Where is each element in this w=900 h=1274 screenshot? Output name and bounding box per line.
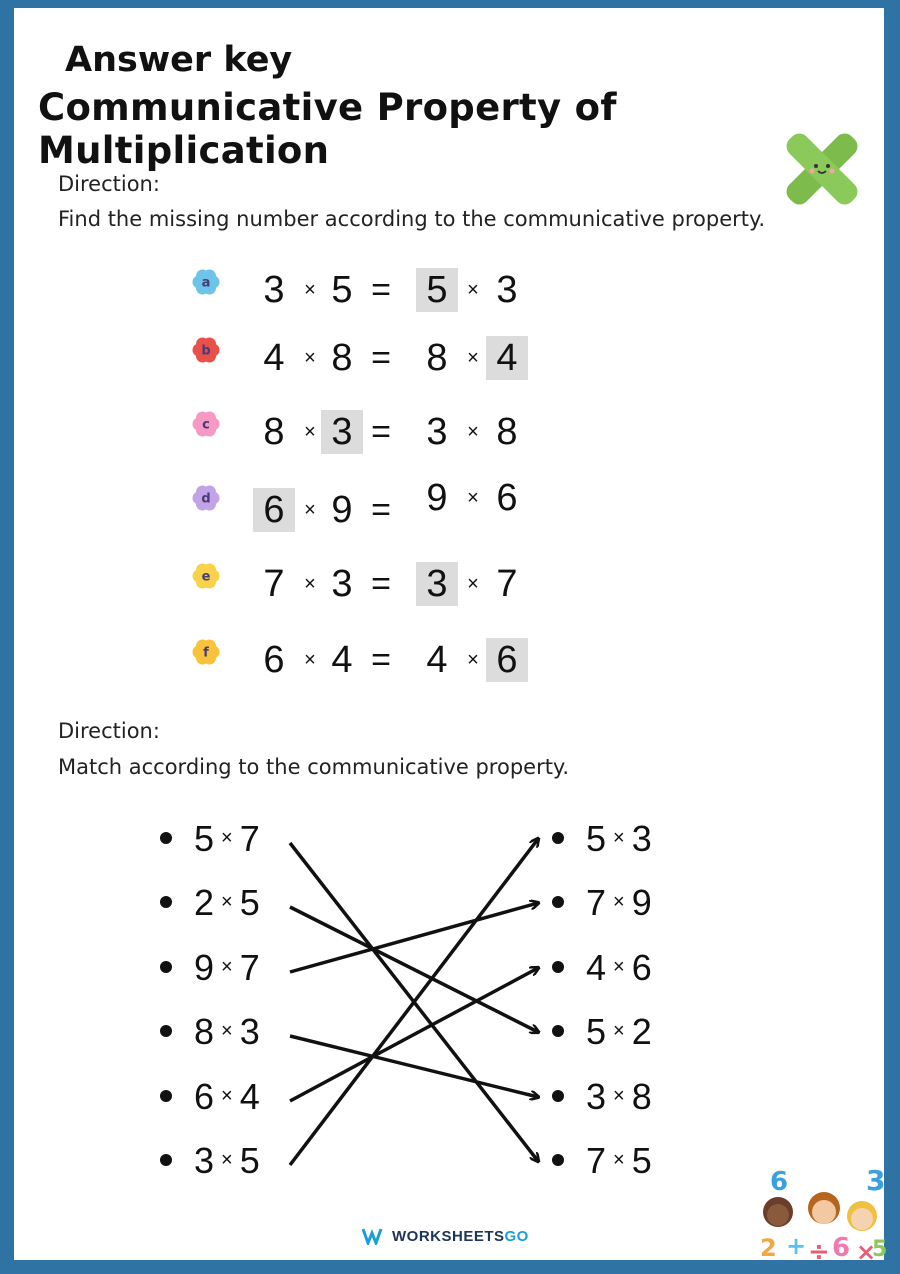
factor: 9 [631,882,652,923]
times-sign: × [467,487,479,509]
equation-number: 3 [331,563,353,605]
equals-sign: = [371,413,391,451]
equation-number: 6 [263,639,285,681]
match-arrow [290,907,538,1032]
factor: 5 [631,1140,652,1181]
badge-letter: e [201,569,211,585]
svg-text:÷: ÷ [808,1237,830,1267]
brand-logo-icon [362,1227,386,1245]
factor: 4 [239,1076,260,1117]
factor: 7 [239,818,260,859]
times-sign: × [304,347,316,369]
equation-number: 3 [426,411,448,453]
equation-number: 3 [263,269,285,311]
times-sign: × [304,573,316,595]
brand-name [392,1228,529,1245]
times-sign: × [304,499,316,521]
equation-number: 8 [496,411,518,453]
equals-sign: = [371,641,391,679]
factor: 3 [631,818,652,859]
kids-illustration [746,1160,896,1270]
times-sign: × [467,421,479,443]
equation-number: 4 [263,337,285,379]
equation-number: 3 [416,562,458,606]
factor: 7 [586,1140,607,1181]
equation-number: 3 [321,410,363,454]
times-sign: × [613,956,625,979]
svg-text:+: + [786,1232,807,1260]
equals-sign: = [371,565,391,603]
factor: 5 [194,818,215,859]
factor: 3 [194,1140,215,1181]
factor: 2 [631,1011,652,1052]
svg-text:6: 6 [832,1233,851,1263]
times-sign: × [221,1149,233,1172]
equation-number: 7 [263,563,285,605]
svg-text:×: × [856,1238,877,1266]
factor: 6 [194,1076,215,1117]
factor: 7 [239,947,260,988]
factor: 5 [239,882,260,923]
factor: 5 [586,818,607,859]
factor: 5 [586,1011,607,1052]
svg-text:6: 6 [770,1167,789,1197]
factor: 5 [239,1140,260,1181]
times-sign: × [613,891,625,914]
equation-number: 4 [486,336,528,380]
times-sign: × [467,649,479,671]
times-sign: × [221,891,233,914]
svg-text:5: 5 [872,1237,888,1262]
direction-label-2: Direction: [58,719,160,743]
equation-number: 8 [426,337,448,379]
times-sign: × [467,573,479,595]
times-sign: × [304,279,316,301]
page-title: Communicative Property of Multiplication [38,86,617,172]
times-sign: × [221,1085,233,1108]
factor: 3 [586,1076,607,1117]
equation-number: 6 [253,488,295,532]
equation-number: 6 [486,638,528,682]
badge-letter: f [203,645,209,661]
times-sign: × [467,347,479,369]
match-arrow [290,1036,538,1097]
times-sign: × [467,279,479,301]
equation-number: 8 [263,411,285,453]
match-arrow [290,903,538,972]
equals-sign: = [371,339,391,377]
equation-number: 4 [331,639,353,681]
times-sign: × [613,1020,625,1043]
factor: 8 [631,1076,652,1117]
direction-text-1: Find the missing number according to the communicative property. [58,207,766,231]
svg-text:2: 2 [760,1234,777,1262]
direction-text-2: Match according to the communicative property. [58,755,570,779]
equation-number: 7 [496,563,518,605]
badge-letter: a [201,275,211,291]
times-sign: × [613,827,625,850]
equation-number: 5 [331,269,353,311]
svg-text:3: 3 [866,1164,886,1197]
times-sign: × [304,421,316,443]
equation-number: 3 [496,269,518,311]
times-sign: × [221,1020,233,1043]
equation-number: 6 [496,477,518,519]
direction-label-1: Direction: [58,172,160,196]
times-sign: × [221,827,233,850]
times-sign: × [613,1149,625,1172]
equals-sign: = [371,271,391,309]
answer-key-label: Answer key [65,40,293,80]
factor: 4 [586,947,607,988]
factor: 7 [586,882,607,923]
equation-number: 5 [416,268,458,312]
times-sign: × [221,956,233,979]
times-sign: × [304,649,316,671]
equation-number: 9 [331,489,353,531]
badge-letter: b [201,343,211,359]
factor: 8 [194,1011,215,1052]
brand-accent: GO [504,1228,529,1245]
equals-sign: = [371,491,391,529]
badge-letter: c [202,417,210,433]
times-sign: × [613,1085,625,1108]
match-arrow [290,968,538,1101]
factor: 9 [194,947,215,988]
factor: 3 [239,1011,260,1052]
equation-number: 4 [426,639,448,681]
factor: 6 [631,947,652,988]
brand-main: WORKSHEETS [392,1228,505,1245]
equation-number: 9 [426,477,448,519]
equation-number: 8 [331,337,353,379]
badge-letter: d [201,491,211,507]
factor: 2 [194,882,215,923]
